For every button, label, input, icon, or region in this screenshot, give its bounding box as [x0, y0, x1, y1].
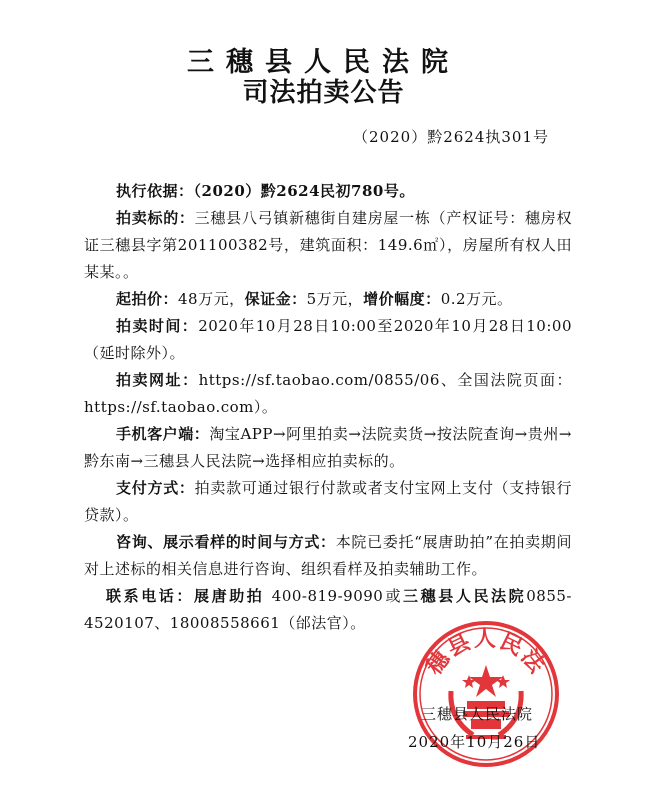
section-value: （2020）黔2624民初780号。 — [193, 182, 415, 200]
seal-text: 穗县人民法 — [421, 626, 551, 680]
section-value: 三穗县八弓镇新穗街自建房屋一栋（产权证号：穗房权证三穗县字第201100382号，建筑面积：149.6㎡），房屋所有权人田某某。。 — [84, 209, 572, 281]
signature-court-name: 三穗县人民法院 — [421, 705, 534, 723]
section-label: 咨询、展示看样的时间与方式： — [116, 533, 336, 551]
increment-value: 0.2万元。 — [440, 290, 513, 308]
section-label: 拍卖标的： — [116, 209, 195, 227]
section-auction-time — [84, 313, 572, 367]
contact-agent: 展唐助拍 — [194, 587, 265, 605]
section-label: 拍卖网址： — [116, 371, 199, 389]
section-value: 本院已委托“展唐助拍”在拍卖期间对上述标的相关信息进行咨询、组织看样及拍卖辅助工作。 — [84, 533, 572, 578]
start-price-value: 48万元， — [178, 290, 245, 308]
contact-agent-phone: 400-819-9090或 — [264, 587, 404, 605]
notice-body — [84, 178, 572, 637]
section-value: 拍卖款可通过银行付款或者支付宝网上支付（支持银行贷款）。 — [84, 479, 572, 524]
increment-label: 增价幅度： — [363, 290, 441, 308]
section-value: https://sf.taobao.com/0855/06、全国法院页面：https://sf.taobao.com）。 — [84, 371, 572, 416]
section-execution-basis — [84, 178, 572, 205]
signature-date: 2020年10月26日 — [408, 733, 541, 751]
section-auction-target — [84, 205, 572, 286]
contact-label: 联系电话： — [106, 587, 194, 605]
section-consultation — [84, 529, 572, 583]
deposit-value: 5万元， — [306, 290, 364, 308]
contact-court: 三穗县人民法院 — [403, 587, 527, 605]
section-value: 淘宝APP→阿里拍卖→法院卖货→按法院查询→贵州→黔东南→三穗县人民法院→选择相应拍卖标的。 — [84, 425, 572, 470]
start-price-label: 起拍价： — [116, 290, 179, 308]
court-name-heading: 三穗县人民法院 — [187, 47, 460, 78]
contact-court-phones: 0855-4520107、18008558661（邰法官）。 — [84, 587, 572, 632]
document-number: （2020）黔2624执301号 — [353, 128, 549, 146]
section-price — [84, 286, 572, 313]
section-label: 拍卖时间： — [116, 317, 199, 335]
section-label: 执行依据： — [116, 182, 194, 200]
section-label: 支付方式： — [116, 479, 195, 497]
notice-title: 司法拍卖公告 — [242, 78, 405, 108]
section-value: 2020年10月28日10:00至2020年10月28日10:00（延时除外）。 — [84, 317, 572, 362]
section-label: 手机客户端： — [116, 425, 210, 443]
section-payment-method — [84, 475, 572, 529]
section-auction-url — [84, 367, 572, 421]
deposit-label: 保证金： — [244, 290, 307, 308]
section-mobile-client — [84, 421, 572, 475]
